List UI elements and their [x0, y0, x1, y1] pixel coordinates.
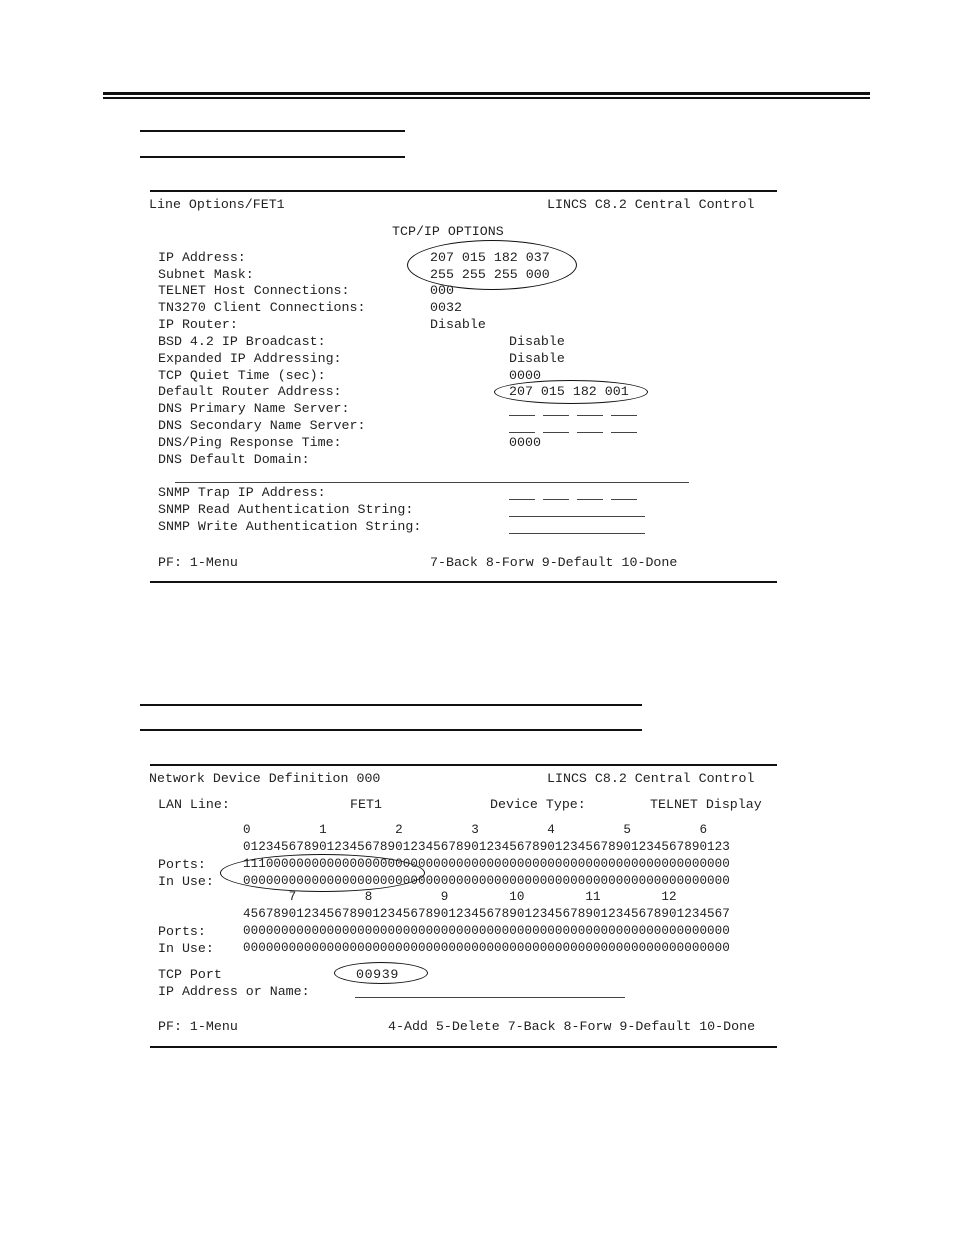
- port-scale-tens-1: 0 1 2 3 4 5 6: [243, 823, 708, 837]
- screen2-product: LINCS C8.2 Central Control: [547, 771, 755, 786]
- ip-router-label: IP Router:: [158, 317, 238, 332]
- ip-address-or-name-label: IP Address or Name:: [158, 984, 310, 999]
- port-scale-tens-2: 7 8 9 10 11 12: [243, 890, 677, 904]
- port-scale-digits-2: 4567890123456789012345678901234567890123456789012345678901234567: [243, 907, 730, 921]
- default-router-callout-oval: [494, 380, 648, 404]
- snmp-read-auth-string-label: SNMP Read Authentication String:: [158, 502, 414, 517]
- ip-router-field[interactable]: Disable: [430, 317, 486, 332]
- lan-line-label: LAN Line:: [158, 797, 230, 812]
- blank-segment: [577, 499, 603, 500]
- ports-row-1[interactable]: 1110000000000000000000000000000000000000000000000000000000000000: [243, 857, 730, 871]
- ports-callout-oval: [220, 854, 425, 892]
- screen1-bottom-border: [150, 581, 777, 583]
- tcp-quiet-time-label: TCP Quiet Time (sec):: [158, 368, 326, 383]
- bsd-ip-broadcast-label: BSD 4.2 IP Broadcast:: [158, 334, 326, 349]
- screen2-bottom-border: [150, 1046, 777, 1048]
- page-header-rule-top: [103, 92, 870, 95]
- ports-label-1: Ports:: [158, 857, 206, 872]
- telnet-host-connections-label: TELNET Host Connections:: [158, 283, 350, 298]
- snmp-trap-ip-address-label: SNMP Trap IP Address:: [158, 485, 326, 500]
- screen1-title: Line Options/FET1: [149, 197, 285, 212]
- ip-address-or-name-field[interactable]: [355, 997, 625, 998]
- device-type-field[interactable]: TELNET Display: [650, 797, 762, 812]
- section2-heading-rule-top: [140, 704, 642, 706]
- tcp-port-label: TCP Port: [158, 967, 222, 982]
- blank-segment: [611, 499, 637, 500]
- screen2-pf-keys[interactable]: 4-Add 5-Delete 7-Back 8-Forw 9-Default 10-Done: [388, 1019, 756, 1034]
- snmp-write-auth-string-label: SNMP Write Authentication String:: [158, 519, 422, 534]
- page-header-rule-bottom: [103, 97, 870, 99]
- blank-segment: [577, 415, 603, 416]
- lan-line-field[interactable]: FET1: [350, 797, 382, 812]
- dns-default-domain-label: DNS Default Domain:: [158, 452, 310, 467]
- in-use-label-2: In Use:: [158, 941, 214, 956]
- dns-ping-response-time-label: DNS/Ping Response Time:: [158, 435, 342, 450]
- in-use-row-1: 0000000000000000000000000000000000000000000000000000000000000000: [243, 874, 730, 888]
- ports-row-2[interactable]: 0000000000000000000000000000000000000000000000000000000000000000: [243, 924, 730, 938]
- ip-address-field[interactable]: 207 015 182 037: [430, 250, 550, 265]
- screen2-pf-menu[interactable]: PF: 1-Menu: [158, 1019, 238, 1034]
- default-router-address-field[interactable]: 207 015 182 001: [509, 384, 629, 399]
- screen2-title: Network Device Definition 000: [149, 771, 381, 786]
- dns-default-domain-field[interactable]: [175, 482, 689, 483]
- blank-segment: [543, 415, 569, 416]
- bsd-ip-broadcast-field[interactable]: Disable: [509, 334, 565, 349]
- port-scale-digits-1: 0123456789012345678901234567890123456789012345678901234567890123: [243, 840, 730, 854]
- ip-address-label: IP Address:: [158, 250, 246, 265]
- in-use-label-1: In Use:: [158, 874, 214, 889]
- snmp-read-auth-string-field[interactable]: [509, 516, 645, 517]
- in-use-row-2: 0000000000000000000000000000000000000000000000000000000000000000: [243, 941, 730, 955]
- subnet-mask-field[interactable]: 255 255 255 000: [430, 267, 550, 282]
- tn3270-client-connections-label: TN3270 Client Connections:: [158, 300, 366, 315]
- dns-ping-response-time-field[interactable]: 0000: [509, 435, 541, 450]
- screen1-heading: TCP/IP OPTIONS: [392, 224, 504, 239]
- screen2-top-border: [150, 764, 777, 766]
- ip-subnet-callout-oval: [407, 240, 577, 290]
- expanded-ip-addressing-field[interactable]: Disable: [509, 351, 565, 366]
- section1-heading-rule-top: [140, 130, 405, 132]
- tn3270-client-connections-field[interactable]: 0032: [430, 300, 462, 315]
- screen1-pf-menu[interactable]: PF: 1-Menu: [158, 555, 238, 570]
- snmp-write-auth-string-field[interactable]: [509, 533, 645, 534]
- screen1-product: LINCS C8.2 Central Control: [547, 197, 755, 212]
- blank-segment: [509, 499, 535, 500]
- blank-segment: [577, 432, 603, 433]
- expanded-ip-addressing-label: Expanded IP Addressing:: [158, 351, 342, 366]
- tcp-port-field[interactable]: 00939: [356, 967, 399, 982]
- dns-primary-name-server-label: DNS Primary Name Server:: [158, 401, 350, 416]
- tcp-port-callout-oval: [334, 962, 428, 984]
- default-router-address-label: Default Router Address:: [158, 384, 342, 399]
- dns-secondary-name-server-label: DNS Secondary Name Server:: [158, 418, 366, 433]
- device-type-label: Device Type:: [490, 797, 586, 812]
- blank-segment: [543, 432, 569, 433]
- ports-label-2: Ports:: [158, 924, 206, 939]
- section1-heading-rule-bottom: [140, 156, 405, 158]
- blank-segment: [543, 499, 569, 500]
- blank-segment: [509, 432, 535, 433]
- telnet-host-connections-field[interactable]: 000: [430, 283, 454, 298]
- blank-segment: [611, 415, 637, 416]
- screen1-pf-keys[interactable]: 7-Back 8-Forw 9-Default 10-Done: [430, 555, 678, 570]
- blank-segment: [611, 432, 637, 433]
- blank-segment: [509, 415, 535, 416]
- subnet-mask-label: Subnet Mask:: [158, 267, 254, 282]
- screen1-top-border: [150, 190, 777, 192]
- tcp-quiet-time-field[interactable]: 0000: [509, 368, 541, 383]
- section2-heading-rule-bottom: [140, 729, 642, 731]
